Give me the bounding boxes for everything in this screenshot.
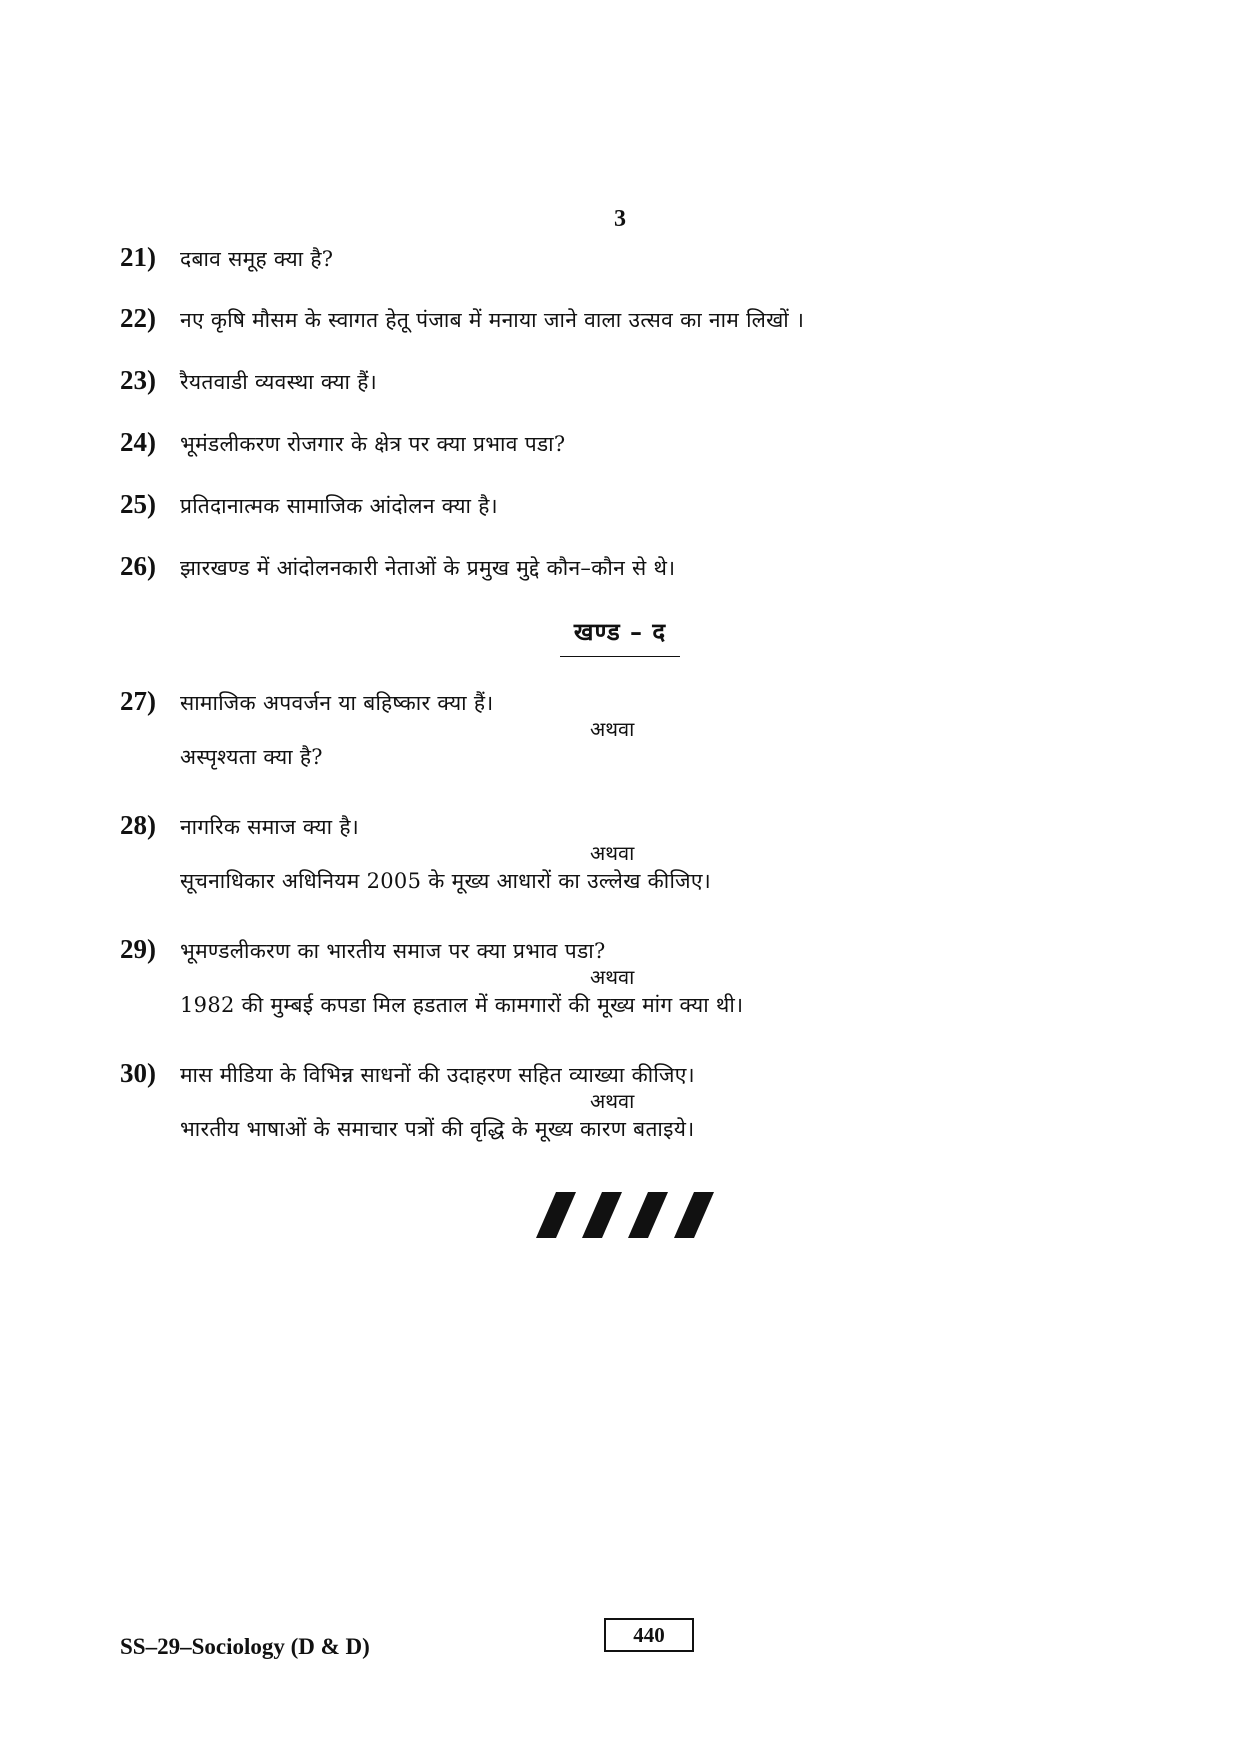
page-number: 3 — [614, 206, 626, 232]
question-23 — [120, 365, 1160, 396]
or-label: अथवा — [590, 717, 635, 741]
question-22 — [120, 303, 1160, 334]
end-mark-slash — [674, 1192, 714, 1238]
or-label: अथवा — [590, 965, 635, 989]
question-text: नए कृषि मौसम के स्वागत हेतू पंजाब में मनाया जाने वाला उत्सव का नाम लिखों । — [180, 308, 805, 332]
question-text: रैयतवाडी व्यवस्था क्या हैं। — [180, 370, 377, 394]
or-label: अथवा — [590, 1089, 635, 1113]
alternative-question-text: सूचनाधिकार अधिनियम 2005 के मूख्य आधारों का उल्लेख कीजिए। — [180, 869, 712, 893]
end-mark-slash — [628, 1192, 668, 1238]
question-number: 22) — [120, 303, 156, 333]
alternative-question-text: 1982 की मुम्बई कपडा मिल हडताल में कामगारों की मूख्य मांग क्या थी। — [180, 993, 744, 1017]
end-mark-slash — [536, 1192, 576, 1238]
question-text: भूमंडलीकरण रोजगार के क्षेत्र पर क्या प्रभाव पडा? — [180, 432, 566, 456]
question-number: 21) — [120, 242, 156, 272]
section-heading: खण्ड – द — [560, 615, 680, 657]
question-text: दबाव समूह क्या है? — [180, 247, 334, 271]
question-text: झारखण्ड में आंदोलनकारी नेताओं के प्रमुख मुद्दे कौन–कौन से थे। — [180, 556, 676, 580]
question-number: 27) — [120, 686, 156, 716]
question-29 — [120, 934, 1160, 1019]
question-text: नागरिक समाज क्या है। — [180, 815, 360, 839]
question-27 — [120, 686, 1160, 771]
question-number: 23) — [120, 365, 156, 395]
page-code-box: 440 — [604, 1618, 694, 1652]
question-24 — [120, 427, 1160, 458]
question-21 — [120, 242, 1160, 273]
question-30 — [120, 1058, 1160, 1143]
paper-code: SS–29–Sociology (D & D) — [120, 1634, 370, 1659]
or-label: अथवा — [590, 841, 635, 865]
alternative-question-text: अस्पृश्यता क्या है? — [180, 745, 323, 769]
question-number: 28) — [120, 810, 156, 840]
question-25 — [120, 489, 1160, 520]
question-number: 29) — [120, 934, 156, 964]
question-number: 30) — [120, 1058, 156, 1088]
question-text: मास मीडिया के विभिन्न साधनों की उदाहरण सहित व्याख्या कीजिए। — [180, 1063, 695, 1087]
question-28 — [120, 810, 1160, 895]
question-number: 26) — [120, 551, 156, 581]
question-text: सामाजिक अपवर्जन या बहिष्कार क्या हैं। — [180, 691, 494, 715]
end-mark-slash — [582, 1192, 622, 1238]
alternative-question-text: भारतीय भाषाओं के समाचार पत्रों की वृद्धि के मूख्य कारण बताइये। — [180, 1117, 695, 1141]
end-of-paper-mark — [536, 1192, 716, 1238]
question-number: 25) — [120, 489, 156, 519]
question-text: प्रतिदानात्मक सामाजिक आंदोलन क्या है। — [180, 494, 498, 518]
question-number: 24) — [120, 427, 156, 457]
question-26 — [120, 551, 1160, 582]
question-text: भूमण्डलीकरण का भारतीय समाज पर क्या प्रभाव पडा? — [180, 939, 606, 963]
